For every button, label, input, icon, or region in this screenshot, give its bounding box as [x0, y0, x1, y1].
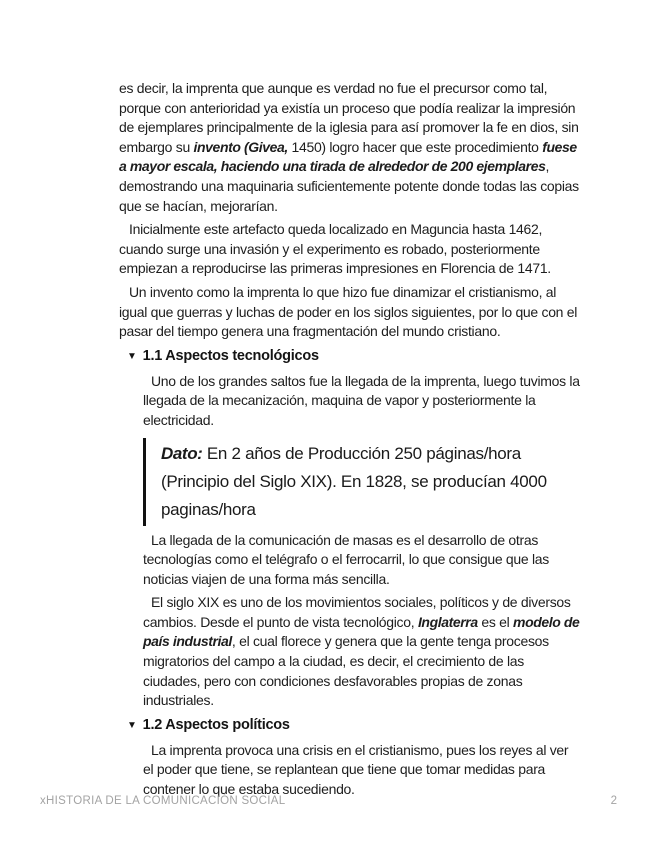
- page-number: 2: [610, 795, 617, 807]
- text-run: es el: [477, 613, 514, 630]
- callout-quote-dato: [143, 438, 581, 526]
- text-run: La llegada de la comunicación de masas es el desarrollo de otras tecnologías como el telégrafo o el ferrocarril, lo que consigue que las noticias viajen de una forma más sencilla.: [143, 531, 549, 587]
- text-run: Uno de los grandes saltos fue la llegada de la imprenta, luego tuvimos la llegada de la mecanización, maquina de vapor y posteriormente la electricidad.: [143, 372, 580, 428]
- text-run: , demostrando una maquinaria suficientemente potente donde todas las copias que se hacían, mejorarían.: [119, 158, 579, 214]
- text-run: , el cual florece y genera que la gente tenga procesos migratorios del campo a la ciudad, es decir, el crecimiento de las ciudades, pero con condiciones desfavorables propias de zonas industriales.: [143, 633, 549, 709]
- text-run: Un invento como la imprenta lo que hizo fue dinamizar el cristianismo, al igual que guerras y luchas de poder en los siglos siguientes, por lo que con el pasar del tiempo genera una fragmentación del mundo cristiano.: [119, 283, 578, 340]
- section-heading-1-1-label: 1.1 Aspectos tecnológicos: [142, 347, 319, 364]
- paragraph-crisis-cristianismo: [143, 741, 582, 800]
- emphasized-text-run: invento (Givea,: [193, 138, 288, 155]
- paragraph-intro: [119, 79, 582, 216]
- emphasized-text-run: modelo de país industrial: [143, 613, 580, 650]
- paragraph-siglo-xix: [143, 593, 582, 711]
- paragraph-maguncia: [119, 220, 582, 279]
- paragraph-grandes-saltos: [143, 372, 582, 431]
- section-heading-1-1: [127, 346, 582, 368]
- emphasized-text-run: Dato:: [161, 443, 203, 463]
- emphasized-text-run: fuese a mayor escala, haciendo una tirada de alrededor de 200 ejemplares: [119, 138, 577, 175]
- page-footer: [40, 795, 617, 807]
- footer-title: xHISTORIA DE LA COMUNICACIÓN SOCIAL: [40, 795, 286, 807]
- toggle-triangle-icon: ▼: [127, 719, 137, 731]
- paragraph-comunicacion-masas: [143, 531, 582, 590]
- text-run: La imprenta provoca una crisis en el cristianismo, pues los reyes al ver el poder que tiene, se replantean que tiene que tomar medidas para contener lo que estaba sucediendo.: [143, 741, 569, 798]
- emphasized-text-run: Inglaterra: [417, 613, 478, 630]
- text-run: El siglo XIX es uno de los movimientos sociales, políticos y de diversos cambios. Desde el punto de vista tecnológico,: [143, 594, 571, 630]
- text-run: Inicialmente este artefacto queda localizado en Maguncia hasta 1462, cuando surge una invasión y el experimento es robado, posteriormente empiezan a reproducirse las primeras impresiones en Florencia de 1471.: [119, 221, 551, 277]
- section-heading-1-2: [127, 715, 582, 737]
- text-run: es decir, la imprenta que aunque es verdad no fue el precursor como tal, porque con anterioridad ya existía un proceso que podía realizar la impresión de ejemplares principalmente de la iglesia para así promover la fe en dios, sin embargo su: [119, 80, 579, 155]
- section-heading-1-2-label: 1.2 Aspectos políticos: [142, 716, 290, 733]
- document-content: [119, 79, 582, 804]
- toggle-triangle-icon: ▼: [127, 350, 137, 362]
- text-run: En 2 años de Producción 250 páginas/hora (Principio del Siglo XIX). En 1828, se producían 4000 paginas/hora: [161, 443, 547, 519]
- text-run: 1450) logro hacer que este procedimiento: [287, 138, 543, 155]
- paragraph-cristianismo: [119, 283, 582, 342]
